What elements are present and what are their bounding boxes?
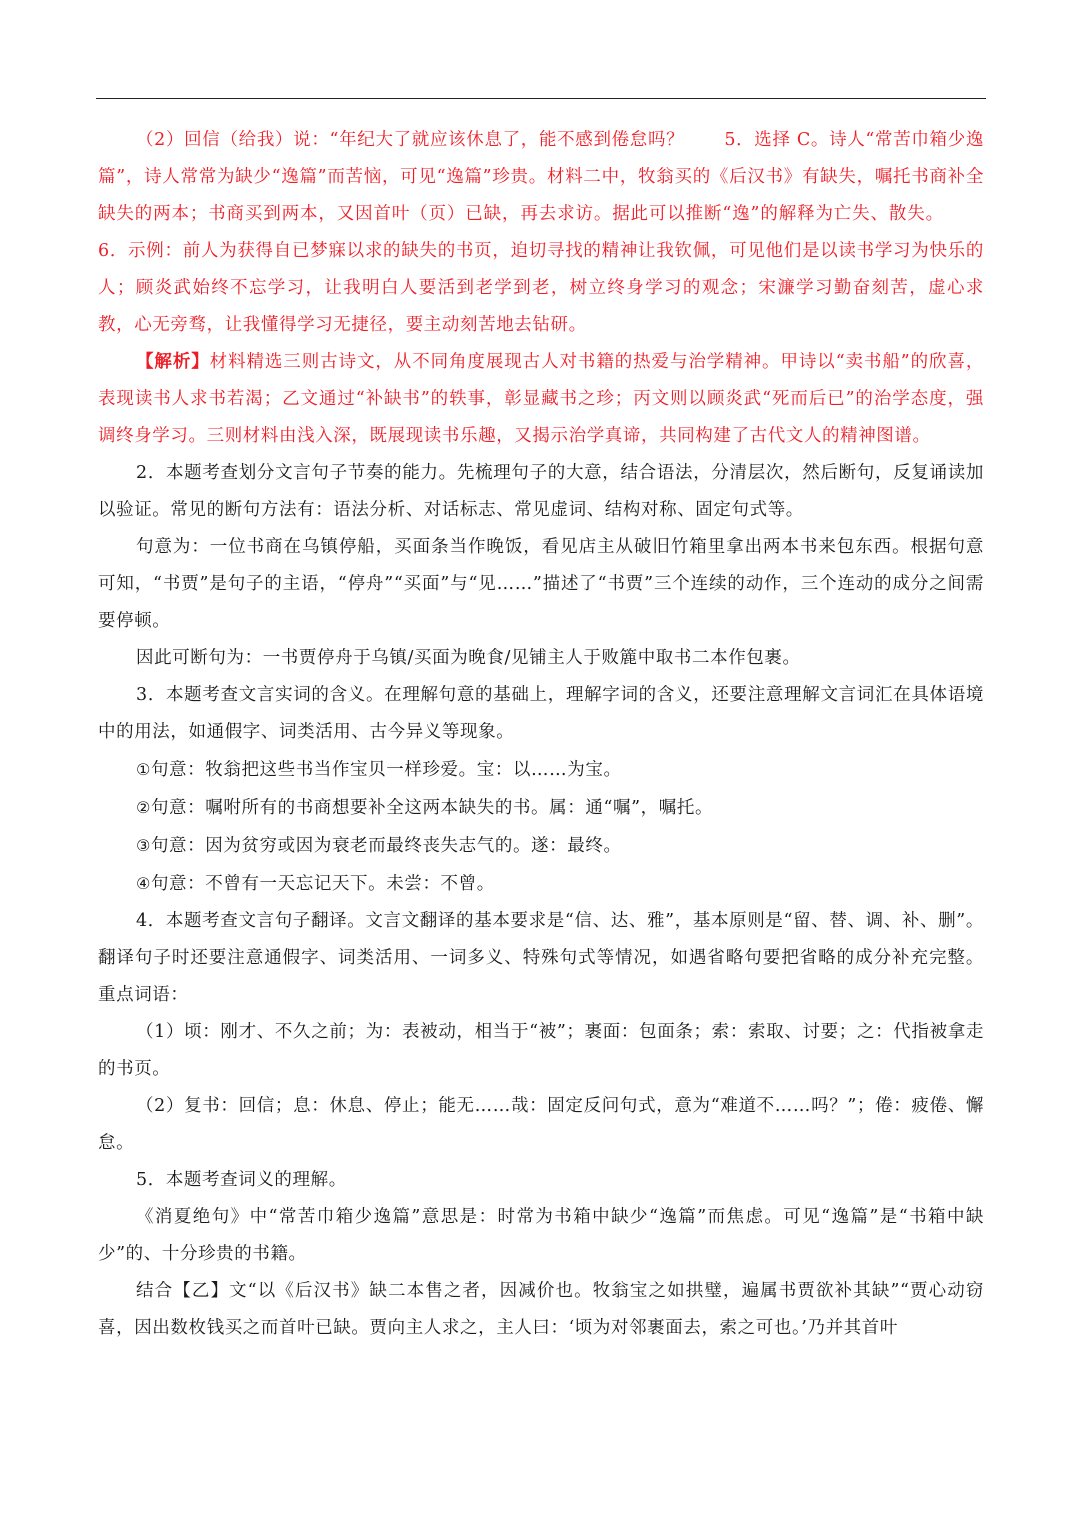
q3-item-3 [98, 827, 984, 865]
answer-paragraph [98, 122, 984, 344]
q4-keywords-2: （2）复书：回信；息：休息、停止；能无……哉：固定反问句式，意为“难道不……吗？”；倦：疲倦、懈怠。 [98, 1096, 984, 1153]
q2-explanation: 2．本题考查划分文言句子节奏的能力。先梳理句子的大意，结合语法，分清层次，然后断句，反复诵读加以验证。常见的断句方法有：语法分析、对话标志、常见虚词、结构对称、固定句式等。 [98, 463, 984, 520]
circled-number: ④ [136, 874, 151, 893]
q3-item-text: 句意：不曾有一天忘记天下。未尝：不曾。 [150, 874, 495, 894]
answer-q5: 5．选择 C。诗人“常苦巾箱少逸篇”，诗人常常为缺少“逸篇”而苦恼，可见“逸篇”珍贵。材料二中，牧翁买的《后汉书》有缺失，嘱托书商补全缺失的两本；书商买到两本，又因首叶（页）已缺，再去求访。据此可以推断“逸”的解释为亡失、散失。 [98, 130, 984, 224]
q5-paragraph-2: 结合【乙】文“以《后汉书》缺二本售之者，因减价也。牧翁宝之如拱璧，遍属书贾欲补其缺”“贾心动窃喜，因出数枚钱买之而首叶已缺。贾向主人求之，主人曰：‘顷为对邻裹面去，索之可也。’乃并其首叶 [98, 1281, 984, 1338]
q3-item-text: 句意：因为贫穷或因为衰老而最终丧失志气的。遂：最终。 [150, 836, 622, 856]
q3-explanation: 3．本题考查文言实词的含义。在理解句意的基础上，理解字词的含义，还要注意理解文言词汇在具体语境中的用法，如通假字、词类活用、古今异义等现象。 [98, 685, 984, 742]
circled-number: ① [136, 760, 151, 779]
answer-q4-2: （2）回信（给我）说：“年纪大了就应该休息了，能不感到倦怠吗？ [136, 130, 685, 150]
q3-item-text: 句意：嘱咐所有的书商想要补全这两本缺失的书。属：通“嘱”，嘱托。 [150, 798, 714, 818]
circled-number: ② [136, 798, 151, 817]
q3-item-4 [98, 865, 984, 903]
answer-q6: 6．示例：前人为获得自已梦寐以求的缺失的书页，迫切寻找的精神让我钦佩，可见他们是以读书学习为快乐的人；顾炎武始终不忘学习，让我明白人要活到老学到老，树立终身学习的观念；宋濂学习勤奋刻苦，虚心求教，心无旁骛，让我懂得学习无捷径，要主动刻苦地去钻研。 [98, 241, 984, 335]
circled-number: ③ [136, 836, 151, 855]
q2-answer: 因此可断句为：一书贾停舟于乌镇/买面为晚食/见铺主人于败簏中取书二本作包裹。 [136, 648, 801, 668]
q3-item-text: 句意：牧翁把这些书当作宝贝一样珍爱。宝：以……为宝。 [150, 760, 622, 780]
q5-explanation: 5．本题考查词义的理解。 [136, 1170, 347, 1190]
q3-item-2 [98, 789, 984, 827]
document-body [98, 122, 984, 1347]
q3-item-1 [98, 751, 984, 789]
header-rule [96, 98, 986, 99]
analysis-label: 【解析】 [136, 352, 210, 372]
analysis-text: 材料精选三则古诗文，从不同角度展现古人对书籍的热爱与治学精神。甲诗以“卖书船”的欣喜，表现读书人求书若渴；乙文通过“补缺书”的轶事，彰显藏书之珍；丙文则以顾炎武“死而后已”的治学态度，强调终身学习。三则材料由浅入深，既展现读书乐趣，又揭示治学真谛，共同构建了古代文人的精神图谱。 [98, 352, 984, 446]
analysis-paragraph [98, 344, 984, 455]
q4-keywords-1: （1）顷：刚才、不久之前；为：表被动，相当于“被”；裹面：包面条；索：索取、讨要；之：代指被拿走的书页。 [98, 1022, 984, 1079]
q2-sentence-meaning: 句意为：一位书商在乌镇停船，买面条当作晚饭，看见店主从破旧竹箱里拿出两本书来包东西。根据句意可知，“书贾”是句子的主语，“停舟”“买面”与“见……”描述了“书贾”三个连续的动作，三个连动的成分之间需要停顿。 [98, 537, 984, 631]
q4-explanation: 4．本题考查文言句子翻译。文言文翻译的基本要求是“信、达、雅”，基本原则是“留、替、调、补、删”。翻译句子时还要注意通假字、词类活用、一词多义、特殊句式等情况，如遇省略句要把省略的成分补充完整。重点词语： [98, 911, 984, 1005]
q5-paragraph-1: 《消夏绝句》中“常苦巾箱少逸篇”意思是：时常为书箱中缺少“逸篇”而焦虑。可见“逸篇”是“书箱中缺少”的、十分珍贵的书籍。 [98, 1207, 984, 1264]
